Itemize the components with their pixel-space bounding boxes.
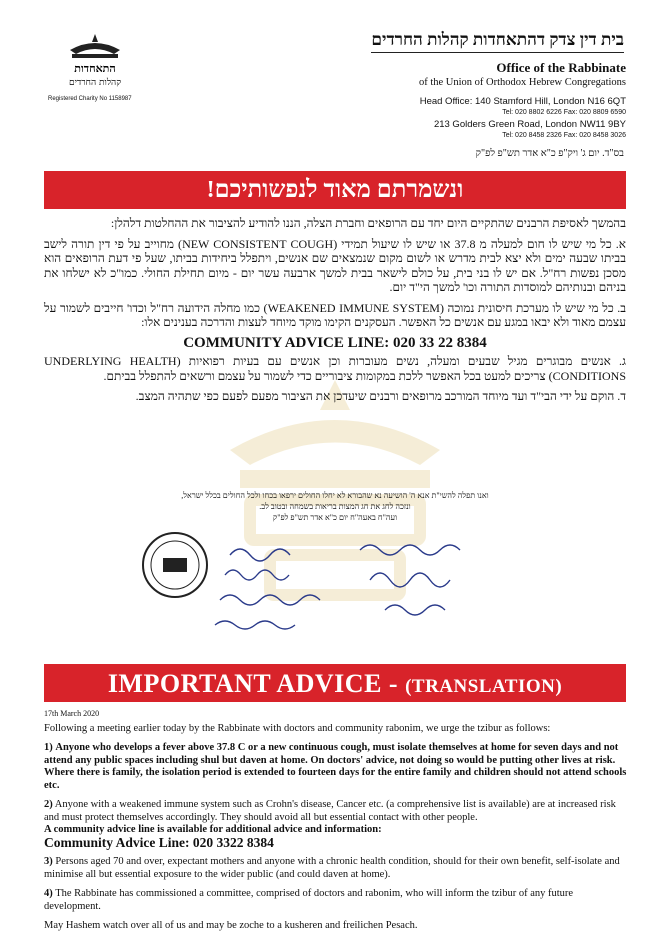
- hebrew-intro: בהמשך לאסיפת הרבנים שהתקיים היום יחד עם הרופאים וחברת הצלה, הננו להודיע להציבור את ההחלטות דלהלן:: [110, 216, 626, 230]
- office-title: Office of the Rabbinate: [496, 60, 626, 75]
- golders-green-phone: Tel: 020 8458 2326 Fax: 020 8458 3026: [502, 132, 626, 139]
- hebrew-body: [44, 216, 626, 410]
- logo-text-2: קהלות החרדים: [68, 78, 122, 88]
- hebrew-closing: [110, 490, 560, 523]
- office-subtitle: of the Union of Orthodox Hebrew Congregations: [418, 77, 626, 88]
- hebrew-banner: ונשמרתם מאוד לנפשותיכם!: [44, 171, 626, 209]
- signature-scribbles: [215, 545, 460, 629]
- golders-green-address: 213 Golders Green Road, London NW11 9BY: [433, 119, 626, 130]
- closing-line-2: ונזכה לחג את חג המצות בריאות בשמחה ובטוב לב.: [259, 502, 411, 511]
- hebrew-item-d: ד. הוקם על ידי הבי"ד ועד מיוחד המורכב מרופאים ורבנים שיעדכן את הציבור מפעם לפעם כפי שתהיה המצב.: [135, 389, 626, 403]
- signatures: [130, 530, 530, 650]
- english-banner: [44, 664, 626, 702]
- closing-line-3: ועה"ח באעה"ח יום כ"א אדר תש"פ לפ"ק: [272, 513, 398, 522]
- english-banner-sub: (TRANSLATION): [405, 676, 563, 697]
- closing-line-1: ואנו תפלה להשי"ת אנא ה' הושיעה נא שהבורא לא יחלו החולים ירפאו בכחו ולכל החולים בכלל ישראל,: [181, 491, 489, 500]
- hebrew-advice-line: COMMUNITY ADVICE LINE: 020 33 22 8384: [183, 334, 487, 351]
- hebrew-org-name: בית דין צדק דהתאחדות קהלות החרדים: [371, 30, 624, 53]
- logo-text-1: התאחדות: [74, 62, 116, 75]
- charity-number: Registered Charity No 1158987: [48, 96, 132, 102]
- item-2-text: Anyone with a weakened immune system such as Crohn's disease, Cancer etc. (a comprehensive list is available) are at increased risk and must protect themselves accordingly. They should avoid all but essential contact with other people.: [44, 799, 616, 823]
- advice-line-intro: A community advice line is available for additional advice and information:: [44, 824, 382, 835]
- item-3-number: 3): [44, 856, 53, 867]
- union-logo: [52, 32, 138, 92]
- head-office-address: Head Office: 140 Stamford Hill, London N16 6QT: [419, 96, 626, 107]
- english-advice-line: Community Advice Line: 020 3322 8384: [44, 834, 274, 850]
- hebrew-item-c: ג. אנשים מבוגרים מגיל שבעים ומעלה, נשים מעוברות וכן אנשים עם בעיות רפואיות (UNDERLYING HEALTH CONDITIONS) צריכים למעט בכל האפשר ללכת במקומות ציבוריים כדי לשמור על עצמם ורשאים להתפלל בביתם.: [44, 354, 626, 383]
- english-item-1: [44, 742, 628, 792]
- english-banner-main: IMPORTANT ADVICE -: [107, 669, 406, 698]
- item-4-number: 4): [44, 888, 53, 899]
- english-item-2: [44, 799, 628, 824]
- english-intro: Following a meeting earlier today by the Rabbinate with doctors and community rabonim, we urge the tzibur as follows:: [44, 722, 551, 734]
- english-item-4: [44, 888, 628, 913]
- english-body: [44, 708, 628, 940]
- rabbinate-seal: [143, 533, 207, 597]
- english-date: 17th March 2020: [44, 709, 100, 718]
- hebrew-date: בס"ד. יום ג' ויק"פ כ"א אדר תש"פ לפ"ק: [475, 148, 624, 159]
- english-closing: May Hashem watch over all of us and may be zoche to a kusheren and freilichen Pesach.: [44, 920, 418, 931]
- item-2-number: 2): [44, 799, 53, 810]
- item-1-text: Anyone who develops a fever above 37.8 C or a new continuous cough, must isolate themselves at home for seven days and not attend any public spaces including shul but daven at home. On doctors' advice, not doing so would be putting other lives at risk. Where there is family, the isolation period is extended to fourteen days for the entire family and children should not attend schools etc.: [44, 742, 627, 791]
- head-office-phone: Tel: 020 8802 6226 Fax: 020 8809 6590: [502, 109, 626, 116]
- item-4-text: The Rabbinate has commissioned a committee, comprised of doctors and rabonim, who will inform the tzibur of any future development.: [44, 888, 574, 912]
- item-3-text: Persons aged 70 and over, expectant mothers and anyone with a chronic health condition, should for their own benefit, self-isolate and minimise all but essential exposure to the wider public (and could daven at home).: [44, 856, 620, 880]
- hebrew-item-b: ב. כל מי שיש לו מערכת חיסונית נמוכה (WEAKENED IMMUNE SYSTEM) כמו מחלה הידועה רח"ל וכדו' חייבים לשמור על עצמם מאוד ולא יבאו במגע עם אנשים כל האפשר. העסקנים הקימו מוקד מיוחד לעצות והדרכה בענינים אלו:: [44, 300, 627, 329]
- hebrew-item-a: א. כל מי שיש לו חום למעלה מ 37.8 או שיש לו שיעול תמידי (NEW CONSISTENT COUGH) מחוייב על פי דין תורה לישב בביתו שבעה ימים ולא יצא לבית מדרש או לשום מקום שנמצאים שם אנשים, ויתפלל ביחידות בביתו, שעל פי דעת הרופאים הוא מסכן נפשות רח"ל. אם יש לו בני בית, על כולם לישאר בבית למשך ארבעה עשר יום - מיום תחילת החולי. כמו"כ לא ישלחו את בניהם ובנותיהם למוסדות התורה וכו' למשך הי"ד יום.: [44, 236, 626, 294]
- english-item-3: [44, 856, 628, 881]
- item-1-number: 1): [44, 742, 53, 753]
